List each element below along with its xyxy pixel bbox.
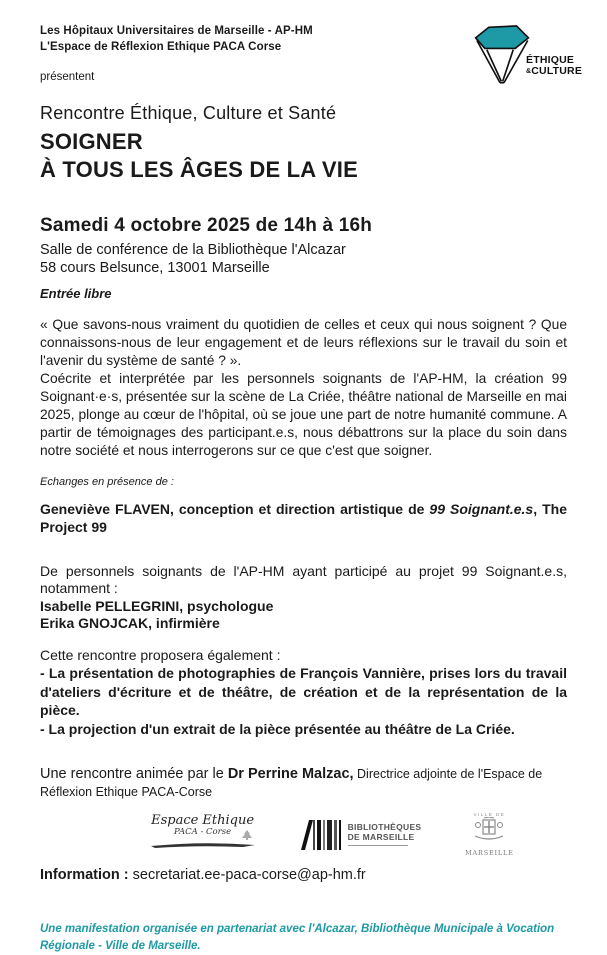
speaker-flaven-name: Geneviève FLAVEN, conception et direction artistique de [40, 500, 430, 517]
ville-de-marseille-logo [463, 812, 515, 857]
speaker-flaven [40, 500, 567, 536]
ampersand-glyph: & [526, 68, 532, 76]
moderator-pre: Une rencontre animée par le [40, 766, 228, 783]
exchanges-label: Echanges en présence de : [40, 475, 174, 488]
present-label: présentent [40, 70, 95, 83]
footer-logos [0, 812, 607, 857]
program-block [40, 646, 567, 739]
organizer-line-2: L'Espace de Réflexion Ethique PACA Corse [40, 40, 282, 53]
moderator-name: Dr Perrine Malzac, [227, 766, 354, 783]
logo-line-culture: &CULTURE [526, 65, 583, 78]
organizer-line-1: Les Hôpitaux Universitaires de Marseille - AP-HM [40, 25, 313, 37]
bibliotheques-line2: DE MARSEILLE [347, 832, 415, 842]
venue-name: Salle de conférence de la Bibliothèque l'Alcazar [40, 241, 346, 258]
program-items [40, 664, 567, 738]
program-item-2: - La projection d'un extrait de la pièce présentée au théâtre de La Criée. [40, 720, 515, 737]
event-datetime: Samedi 4 octobre 2025 de 14h à 16h [40, 214, 373, 236]
event-title [40, 128, 567, 184]
bibliotheques-marseille-logo [301, 820, 422, 850]
book-spines-icon [301, 820, 341, 850]
marseille-label: MARSEILLE [465, 849, 514, 857]
event-venue [40, 241, 567, 277]
intro-block [40, 316, 567, 460]
moderator-line [40, 766, 567, 801]
bibliotheques-line1: BIBLIOTHÈQUES [347, 822, 422, 833]
bibliotheques-logo-text [348, 823, 422, 846]
logo-line-ethique: ÉTHIQUE [526, 54, 575, 66]
espace-ethique-logo-line2: PACA - Corse [174, 826, 232, 837]
ethique-culture-logo [469, 22, 581, 88]
staff-intro: De personnels soignants de l'AP-HM ayant participé au projet 99 Soignant.e.s, notamment : [40, 562, 567, 597]
staff-names [40, 598, 567, 633]
speaker-flaven-suffix: , The Project 99 [40, 500, 568, 535]
staff-name-2: Erika GNOJCAK, infirmière [40, 615, 220, 632]
speaker-flaven-work: 99 Soignant.e.s [429, 500, 534, 517]
intro-description: Coécrite et interprétée par les personnels soignants de l'AP-HM, la création 99 Soignant·e·s, présentée sur la scène de La Criée, théâtre national de Marseille en mai 2025, plonge au cœur de l'hôpital, où se joue une part de notre humanité commune. A partir de témoignages des participant.e.s, nous débattrons sur la place du soin dans notre société et nous interrogerons sur ce que c'est que soigner. [40, 370, 567, 458]
leaf-icon [241, 829, 253, 841]
partnership-note: Une manifestation organisée en partenariat avec l'Alcazar, Bibliothèque Municipale à Vocation Régionale - Ville de Marseille. [40, 923, 555, 953]
ville-de-label: VILLE DE [473, 812, 506, 817]
staff-name-1: Isabelle PELLEGRINI, psychologue [40, 597, 274, 614]
espace-ethique-logo [147, 813, 259, 857]
espace-ethique-logo-line1: Espace Ethique [151, 812, 255, 828]
staff-block [40, 563, 567, 633]
ethique-culture-logo-text [526, 55, 582, 77]
information-email: secretariat.ee-paca-corse@ap-hm.fr [132, 867, 366, 884]
event-subtitle: Rencontre Éthique, Culture et Santé [40, 102, 337, 123]
bibliotheques-underline [348, 845, 408, 846]
event-title-line2: À TOUS LES ÂGES DE LA VIE [40, 156, 358, 182]
moderator-role: Directrice adjointe de l'Espace de Réflexion Ethique PACA-Corse [40, 767, 543, 799]
program-item-1: - La présentation de photographies de François Vannière, prises lors du travail d'ateliers d'écriture et de théâtre, de création et de la représentation de la pièce. [40, 665, 567, 719]
swoosh-underline-icon [147, 840, 259, 850]
intro-quote: « Que savons-nous vraiment du quotidien de celles et ceux qui nous soignent ? Que connaissons-nous de leur engagement et de leurs réflexions sur le travail du soin et l'avenir du système de santé ? ». [40, 316, 567, 368]
venue-address: 58 cours Belsunce, 13001 Marseille [40, 259, 270, 276]
information-label: Information : [40, 867, 133, 884]
program-intro: Cette rencontre proposera également : [40, 646, 281, 663]
information-line [40, 867, 567, 883]
marseille-crest-icon [472, 817, 506, 843]
event-title-line1: SOIGNER [40, 128, 143, 154]
admission-label: Entrée libre [40, 285, 112, 301]
